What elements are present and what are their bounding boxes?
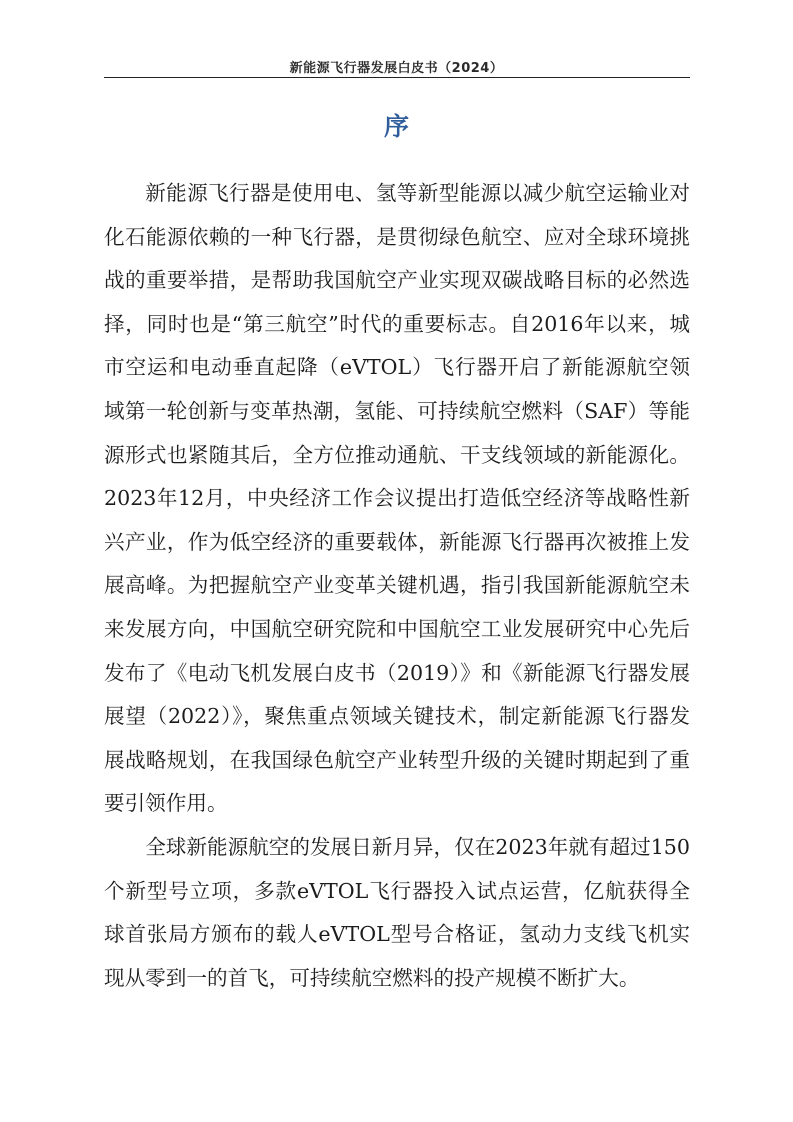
body-text <box>104 172 690 1000</box>
section-title: 序 <box>383 112 409 141</box>
running-header: 新能源飞行器发展白皮书（2024） <box>289 61 504 76</box>
paragraph-1: 新能源飞行器是使用电、氢等新型能源以减少航空运输业对化石能源依赖的一种飞行器，是贯彻绿色航空、应对全球环境挑战的重要举措，是帮助我国航空产业实现双碳战略目标的必然选择，同时也是“第三航空”时代的重要标志。自2016年以来，城市空运和电动垂直起降（eVTOL）飞行器开启了新能源航空领域第一轮创新与变革热潮，氢能、可持续航空燃料（SAF）等能源形式也紧随其后，全方位推动通航、干支线领域的新能源化。2023年12月，中央经济工作会议提出打造低空经济等战略性新兴产业，作为低空经济的重要载体，新能源飞行器再次被推上发展高峰。为把握航空产业变革关键机遇，指引我国新能源航空未来发展方向，中国航空研究院和中国航空工业发展研究中心先后发布了《电动飞机发展白皮书（2019）》和《新能源飞行器发展展望（2022）》，聚焦重点领域关键技术，制定新能源飞行器发展战略规划，在我国绿色航空产业转型升级的关键时期起到了重要引领作用。 <box>104 181 690 816</box>
paragraph-2: 全球新能源航空的发展日新月异，仅在2023年就有超过150个新型号立项，多款eVTOL飞行器投入试点运营，亿航获得全球首张局方颁布的载人eVTOL型号合格证，氢动力支线飞机实现从零到一的首飞，可持续航空燃料的投产规模不断扩大。 <box>104 834 690 990</box>
header-divider <box>104 77 690 78</box>
